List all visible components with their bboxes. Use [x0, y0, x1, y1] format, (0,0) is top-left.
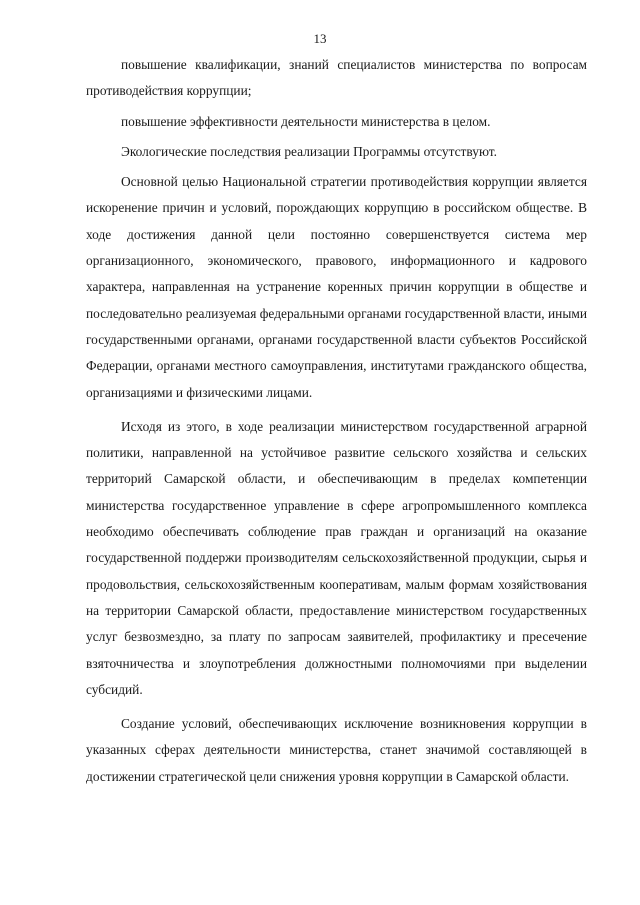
paragraph-efficiency: повышение эффективности деятельности министерства в целом. — [121, 113, 491, 129]
document-body — [86, 52, 587, 790]
paragraph-ecology: Экологические последствия реализации Программы отсутствуют. — [121, 143, 497, 159]
paragraph-national-strategy: Основной целью Национальной стратегии противодействия коррупции является искоренение причин и условий, порождающих коррупцию в российском обществе. В ходе достижения данной цели постоянно совершенствуется система мер организационного, экономического, правового, информационного и кадрового характера, направленная на устранение коренных причин коррупции в обществе и последовательно реализуемая федеральными органами государственной власти, иными государственными органами, органами государственной власти субъектов Российской Федерации, органами местного самоуправления, институтами гражданского общества, организациями и физическими лицами. — [86, 174, 587, 400]
paragraph-agrarian-policy: Исходя из этого, в ходе реализации министерством государственной аграрной политики, направленной на устойчивое развитие сельского хозяйства и сельских территорий Самарской области, и обеспечивающим в пределах компетенции министерства государственное управление в сфере агропромышленного комплекса необходимо обеспечивать соблюдение прав граждан и организаций на оказание государственной поддержи производителям сельскохозяйственной продукции, сырья и продовольствия, сельскохозяйственным кооперативам, малым формам хозяйствования на территории Самарской области, предоставление министерством государственных услуг безвозмездно, за плату по запросам заявителей, профилактику и пресечение взяточничества и злоупотребления должностными полномочиями при выделении субсидий. — [86, 418, 587, 697]
paragraph-conditions: Создание условий, обеспечивающих исключение возникновения коррупции в указанных сферах деятельности министерства, станет значимой составляющей в достижении стратегической цели снижения уровня коррупции в Самарской области. — [86, 716, 587, 784]
page-number: 13 — [313, 31, 327, 46]
paragraph-qualification: повышение квалификации, знаний специалистов министерства по вопросам противодействия коррупции; — [86, 57, 587, 99]
